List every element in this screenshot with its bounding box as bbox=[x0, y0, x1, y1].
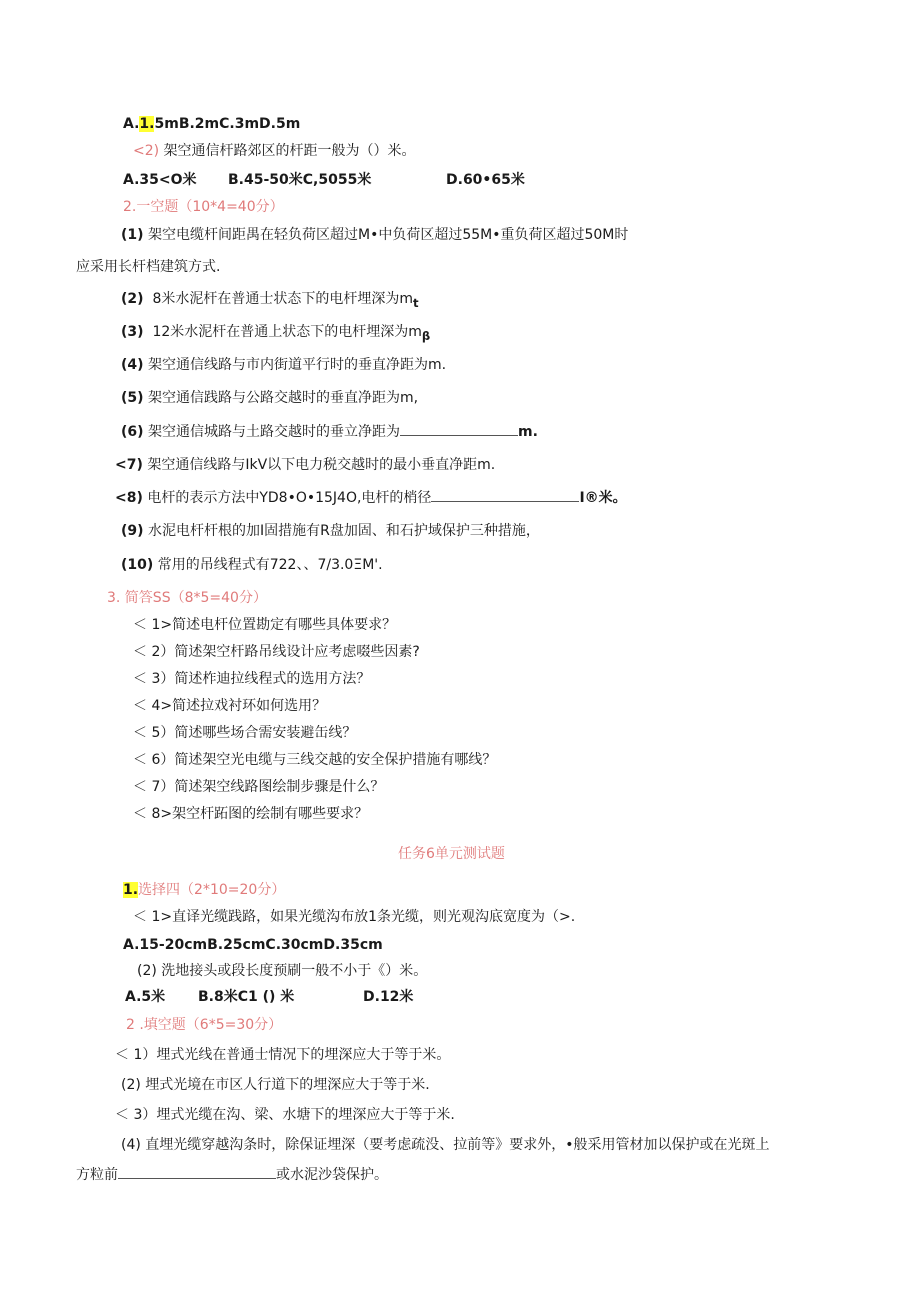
answer-item-7: ＜ 7）简述架空线路图绘制步骤是什么？ bbox=[133, 779, 385, 795]
fill-heading: 2.一空题（10*4=40分） bbox=[123, 199, 284, 215]
fill2-item-3: ＜ 3）埋式光缆在沟、梁、水塘下的埋深应大于等于米. bbox=[115, 1107, 455, 1123]
answer-item-2: ＜ 2）简述架空杆路吊线设计应考虑啜些因素? bbox=[133, 644, 420, 660]
choice-q1-options: A.15-20cmB.25cmC.30cmD.35cm bbox=[123, 937, 383, 953]
answer-item-3: ＜ 3）简述柞迪拉线程式的选用方法？ bbox=[133, 671, 371, 687]
blank-line bbox=[118, 1166, 276, 1179]
answer-heading: 3. 简答SS（8*5=40分） bbox=[107, 590, 267, 606]
q2-option-bc: B.45-50米C,5055米 bbox=[228, 172, 372, 188]
choice-q1: ＜ 1>直译光缆践路，如果光缆沟布放1条光缆，则光观沟底宽度为（>. bbox=[133, 909, 576, 925]
choice-heading: 1.选择四（2*10=20分） bbox=[123, 882, 286, 898]
q2-option-d: D.60•65米 bbox=[446, 172, 525, 188]
fill-item-3: (3) 12米水泥杆在普通上状态下的电杆埋深为$m_\beta$ bbox=[121, 324, 431, 343]
q2-num: <2) bbox=[133, 143, 160, 159]
q2-text bbox=[133, 141, 416, 161]
fill-item-10: (10) 常用的吊线程式有722、、7/3.0ΞM'. bbox=[121, 557, 383, 573]
fill2-item-1: ＜ 1）埋式光线在普通士情况下的埋深应大于等于米。 bbox=[115, 1047, 451, 1063]
fill2-item-4-cont: 方粒前 或水泥沙袋保护。 bbox=[76, 1167, 388, 1183]
fill-item-8: <8) 电杆的表示方法中YD8•O•15J4O,电杆的梢径 I®米。 bbox=[115, 490, 627, 506]
choice-q2-option-bc: B.8米C1 () 米 bbox=[198, 989, 295, 1005]
choice-q2-option-a: A.5米 bbox=[125, 989, 166, 1005]
fill2-item-4: (4) 直埋光缆穿越沟条时，除保证埋深（要考虑疏没、拉前等》要求外，•般采用管材加以保护或在光斑上 bbox=[121, 1137, 770, 1153]
q1-options: A.1.5mB.2mC.3mD.5m bbox=[123, 116, 301, 132]
answer-item-6: ＜ 6）简述架空光电缆与三线交越的安全保护措施有哪线？ bbox=[133, 752, 497, 768]
blank-line bbox=[400, 423, 518, 436]
answer-item-8: ＜ 8>架空杆跖图的绘制有哪些要求？ bbox=[133, 806, 369, 822]
blank-line bbox=[431, 489, 579, 502]
fill-item-7: <7) 架空通信线路与IkV以下电力税交越时的最小垂直净距m. bbox=[115, 457, 496, 473]
fill-item-4: (4) 架空通信线路与市内街道平行时的垂直净距为m. bbox=[121, 357, 447, 373]
fill-item-2: (2) 8米水泥杆在普通士状态下的电杆埋深为$m_t$ bbox=[121, 291, 419, 310]
answer-item-4: ＜ 4>简述拉戏衬环如何选用？ bbox=[133, 698, 327, 714]
fill-item-9: (9) 水泥电杆杆根的加I固措施有R盘加固、和石护域保护三种措施， bbox=[121, 523, 540, 539]
q2-option-a: A.35<O米 bbox=[123, 172, 197, 188]
choice-q2: (2) 洗地接头或段长度预刷一般不小于《）米。 bbox=[137, 963, 428, 979]
fill-item-1-cont: 应采用长杆档建筑方式. bbox=[76, 259, 221, 275]
fill-item-6: (6) 架空通信城路与土路交越时的垂立净距为 m. bbox=[121, 424, 538, 440]
choice-q2-option-d: D.12米 bbox=[363, 989, 414, 1005]
section-title: 任务6单元测试题 bbox=[398, 846, 505, 862]
q2-body: 架空通信杆路郊区的杆距一般为（）米。 bbox=[159, 143, 416, 159]
answer-item-5: ＜ 5）简述哪些场合需安装避缶线？ bbox=[133, 725, 357, 741]
fill-item-1: (1) 架空电缆杆间距禺在轻负荷区超过M•中负荷区超过55M•重负荷区超过50M时 bbox=[121, 227, 629, 243]
fill-heading-2: 2 .填空题（6*5=30分） bbox=[126, 1017, 283, 1033]
fill-item-5: (5) 架空通信践路与公路交越时的垂直净距为m, bbox=[121, 390, 419, 406]
answer-item-1: ＜ 1>简述电杆位置勘定有哪些具体要求？ bbox=[133, 617, 397, 633]
fill2-item-2: (2) 埋式光境在市区人行道下的埋深应大于等于米. bbox=[121, 1077, 430, 1093]
